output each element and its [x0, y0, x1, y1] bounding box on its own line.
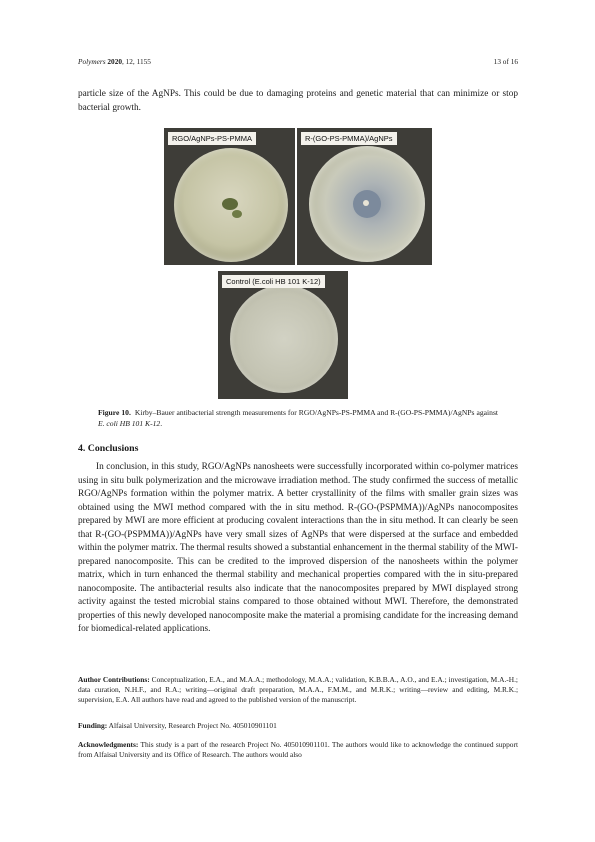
intro-paragraph: particle size of the AgNPs. This could be due to damaging proteins and genetic material that can minimize or stop bacterial growth. [78, 89, 518, 113]
figure-panel-r-go-ps-pmma-agnps [297, 128, 432, 265]
author-contributions: Author Contributions: Conceptualization, E.A., and M.A.A.; methodology, M.A.A.; validation, K.B.B.A., A.O., and E.A.; investigation, M.A.-H.; data curation, N.H.F., and R.A.; writing—original draft preparation, M.A.A., F.M.M., and M.R.K.; writing—review and editing, M.R.K.; supervision, E.A. All authors have read and agreed to the published version of the manuscript. [78, 675, 518, 704]
journal-citation: Polymers 2020, 12, 1155 [78, 57, 151, 66]
figure-caption: Figure 10. Kirby–Bauer antibacterial strength measurements for RGO/AgNPs-PS-PMMA and R-(GO-PS-PMMA)/AgNPs against E. coli HB 101 K-12. [98, 408, 499, 428]
petri-dish-image [230, 285, 338, 393]
panel-label: R-(GO-PS-PMMA)/AgNPs [301, 132, 397, 145]
panel-label: RGO/AgNPs-PS-PMMA [168, 132, 256, 145]
page-header [78, 57, 518, 66]
petri-dish-image [309, 146, 425, 262]
panel-label: Control (E.coli HB 101 K-12) [222, 275, 325, 288]
acknowledgments: Acknowledgments: This study is a part of the research Project No. 405010901101. The authors would like to acknowledge the continued support from Alfaisal University and its Office of Research. The authors would also [78, 740, 518, 759]
petri-dish-image [174, 148, 288, 262]
figure-panel-control [218, 271, 348, 399]
figure-label: Figure 10. [98, 408, 131, 417]
funding: Funding: Alfaisal University, Research Project No. 405010901101 [78, 721, 277, 730]
section-heading: 4. Conclusions [78, 443, 139, 454]
figure-panel-rgo-agnps-ps-pmma [164, 128, 295, 265]
page-number: 13 of 16 [493, 57, 518, 66]
conclusions-paragraph: In conclusion, in this study, RGO/AgNPs nanosheets were successfully incorporated within co-polymer matrices using in situ bulk polymerization and the microwave irradiation method. The study confirmed the success of metallic RGO/AgNPs formation within the polymer matrix. A better crystallinity of the films with smaller grain sizes was obtained using the MWI method compared with the in situ method. R-(GO-(PSPMMA))/AgNPs nanocomposites prepared by MWI are more efficient at producing covalent interactions than the in situ method. It can clearly be seen that R-(GO-(PSPMMA))/AgNPs have very small sizes of AgNPs that were dispersed at the surface and embedded within the polymer matrix. The thermal results showed a substantial enhancement in the thermal stability of the MWI-prepared nanocomposite. This can be credited to the improved dispersion of the nanosheets within the polymer matrix, which in turn enhanced the thermal stability and mechanical properties compared with the in situ-prepared nanocomposite. The antibacterial results also indicate that the nanocomposites prepared by MWI displayed strong activity against the tested microbial stains compared to those obtained without MWI. Therefore, the demonstrated properties of this newly developed nanocomposite make the material a promising candidate for the increasing demand for biomedical-related applications. [78, 462, 518, 634]
